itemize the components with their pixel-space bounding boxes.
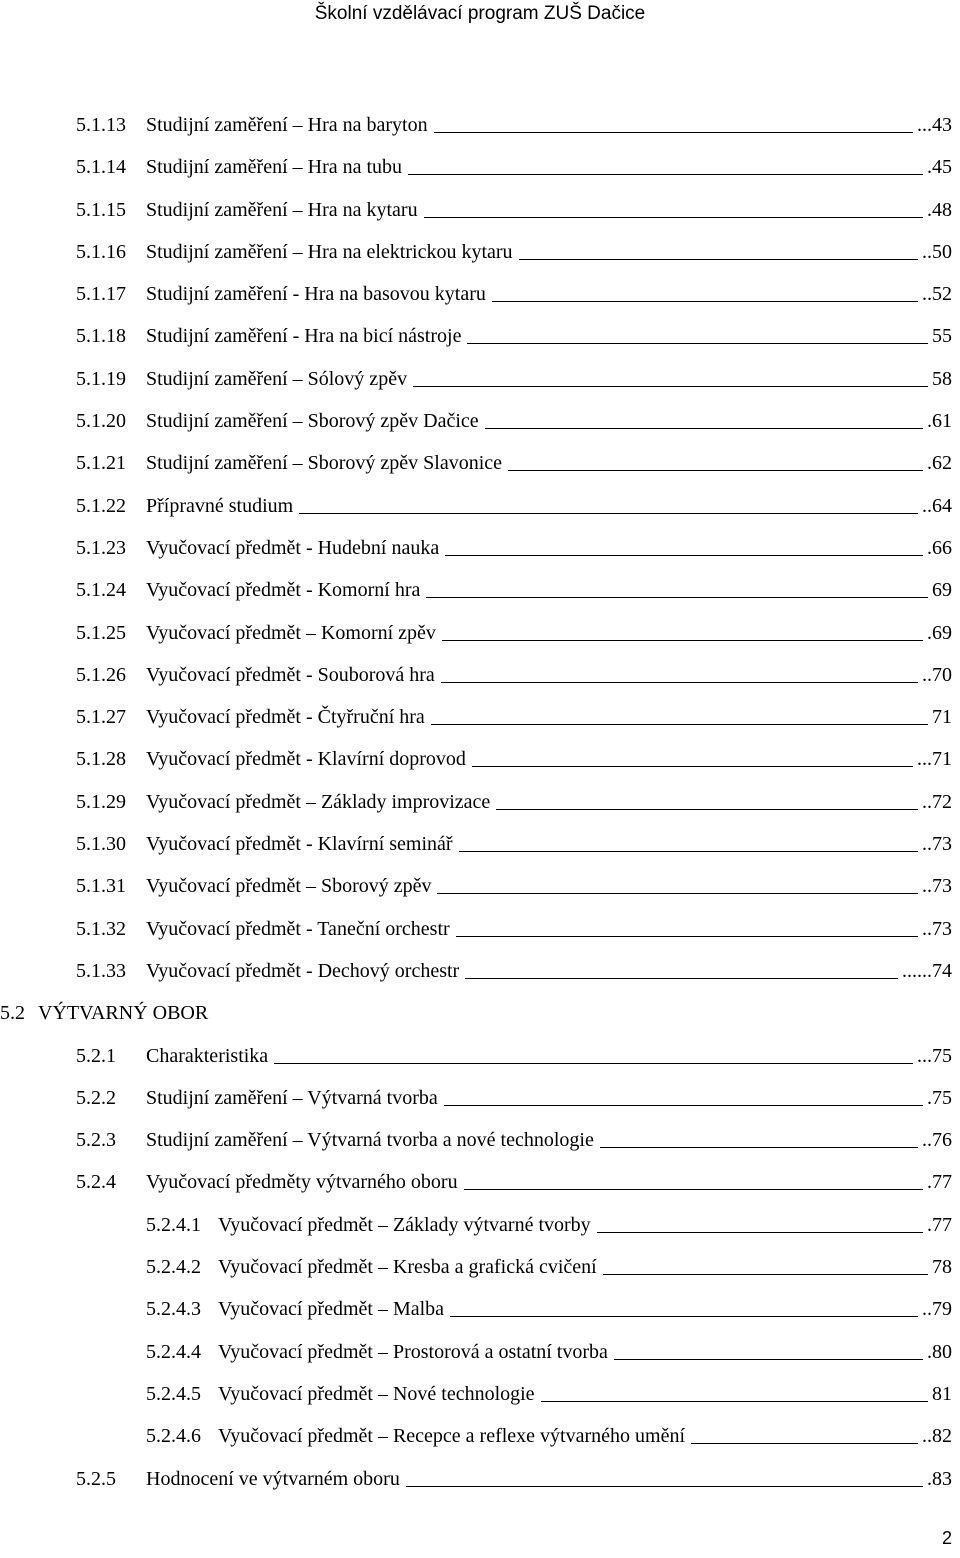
- toc-entry-page: ..52: [922, 283, 952, 306]
- toc-entry-number: 5.2: [0, 1002, 25, 1025]
- toc-entry[interactable]: [0, 1383, 960, 1425]
- toc-entry[interactable]: [0, 199, 960, 241]
- toc-leader-line: [603, 1274, 928, 1275]
- toc-entry[interactable]: [0, 622, 960, 664]
- toc-entry-number: 5.1.33: [76, 959, 126, 982]
- page-header: Školní vzdělávací program ZUŠ Dačice: [314, 3, 646, 24]
- toc-entry[interactable]: [0, 748, 960, 790]
- toc-entry[interactable]: [0, 1468, 960, 1510]
- toc-entry[interactable]: [0, 114, 960, 156]
- toc-entry-title: Vyučovací předmět – Recepce a reflexe výtvarného umění: [218, 1425, 686, 1448]
- toc-entry-title: Vyučovací předmět - Komorní hra: [146, 579, 421, 602]
- toc-entry[interactable]: [0, 1087, 960, 1129]
- toc-entry-page: ..72: [922, 790, 952, 813]
- toc-entry[interactable]: [0, 875, 960, 917]
- toc-entry-number: 5.1.28: [76, 748, 126, 771]
- toc-entry-number: 5.1.16: [76, 240, 126, 263]
- toc-entry-page: 55: [932, 325, 952, 348]
- toc-leader-line: [472, 766, 913, 767]
- toc-entry-title: Vyučovací předmět – Nové technologie: [218, 1382, 535, 1405]
- toc-entry-number: 5.1.17: [76, 283, 126, 306]
- toc-entry-title: Vyučovací předmět – Prostorová a ostatní tvorba: [218, 1340, 608, 1363]
- toc-entry-title: Studijní zaměření – Hra na baryton: [146, 114, 428, 136]
- table-of-contents: [0, 114, 960, 1510]
- toc-entry-title: Vyučovací předmět – Kresba a grafická cvičení: [218, 1256, 597, 1279]
- toc-entry-title: Vyučovací předmět – Malba: [218, 1298, 445, 1321]
- toc-entry-page: 69: [932, 579, 952, 602]
- toc-entry-page: ..73: [922, 833, 952, 856]
- toc-entry-page: .77: [927, 1171, 952, 1194]
- toc-entry[interactable]: [0, 1298, 960, 1340]
- toc-entry-page: .45: [927, 156, 952, 179]
- toc-entry-title: Studijní zaměření – Výtvarná tvorba a nové technologie: [146, 1129, 594, 1152]
- toc-entry-number: 5.2.4.6: [146, 1425, 201, 1448]
- toc-entry-title: Vyučovací předmět – Základy improvizace: [146, 790, 491, 813]
- toc-entry-page: ..82: [922, 1425, 952, 1448]
- toc-entry-page: ..73: [922, 917, 952, 940]
- toc-entry-page: .75: [927, 1086, 952, 1109]
- toc-entry-page: .61: [927, 410, 952, 433]
- toc-leader-line: [465, 978, 898, 979]
- toc-entry-title: Studijní zaměření – Sborový zpěv Slavonice: [146, 452, 503, 475]
- toc-entry[interactable]: [0, 833, 960, 875]
- toc-entry-title: Vyučovací předmět - Čtyřruční hra: [146, 706, 425, 729]
- toc-entry-title: Studijní zaměření – Hra na kytaru: [146, 198, 418, 221]
- toc-entry-number: 5.1.24: [76, 579, 126, 602]
- toc-entry[interactable]: [0, 960, 960, 1002]
- toc-entry-number: 5.1.22: [76, 494, 126, 517]
- toc-entry-title: Hodnocení ve výtvarném oboru: [146, 1467, 400, 1490]
- toc-entry-title: Studijní zaměření – Hra na tubu: [146, 156, 403, 179]
- toc-entry-title: Vyučovací předmět - Klavírní doprovod: [146, 748, 466, 771]
- toc-entry[interactable]: [0, 495, 960, 537]
- toc-leader-line: [445, 555, 923, 556]
- page-number: 2: [941, 1528, 952, 1548]
- toc-entry-number: 5.2.4.4: [146, 1340, 201, 1363]
- toc-leader-line: [467, 343, 928, 344]
- toc-leader-line: [464, 1189, 923, 1190]
- toc-entry-title: Vyučovací předmět - Souborová hra: [146, 663, 435, 686]
- toc-entry-title: VÝTVARNÝ OBOR: [38, 1002, 209, 1025]
- toc-entry[interactable]: [0, 368, 960, 410]
- toc-entry-page: ..73: [922, 875, 952, 898]
- toc-entry-title: Charakteristika: [146, 1044, 269, 1067]
- toc-leader-line: [408, 174, 923, 175]
- toc-entry-number: 5.1.19: [76, 367, 126, 390]
- toc-entry[interactable]: [0, 537, 960, 579]
- toc-entry-page: 58: [932, 367, 952, 390]
- toc-entry-number: 5.2.4.2: [146, 1256, 201, 1279]
- toc-leader-line: [508, 470, 923, 471]
- toc-leader-line: [413, 386, 928, 387]
- toc-entry-page: ..79: [922, 1298, 952, 1321]
- toc-entry-page: .77: [927, 1213, 952, 1236]
- toc-entry-title: Přípravné studium: [146, 494, 294, 517]
- toc-entry-page: .66: [927, 536, 952, 559]
- toc-entry-number: 5.2.4.1: [146, 1213, 201, 1236]
- toc-leader-line: [406, 1486, 923, 1487]
- toc-leader-line: [274, 1063, 913, 1064]
- toc-entry[interactable]: [0, 1214, 960, 1256]
- toc-entry-number: 5.1.21: [76, 452, 126, 475]
- toc-leader-line: [431, 724, 928, 725]
- toc-entry-number: 5.2.5: [76, 1467, 116, 1490]
- toc-entry[interactable]: [0, 1045, 960, 1087]
- toc-entry-title: Studijní zaměření - Hra na basovou kytaru: [146, 283, 486, 306]
- toc-entry[interactable]: [0, 918, 960, 960]
- toc-entry-number: 5.1.32: [76, 917, 126, 940]
- toc-entry-number: 5.2.4: [76, 1171, 116, 1194]
- toc-leader-line: [299, 513, 918, 514]
- toc-entry[interactable]: [0, 1171, 960, 1213]
- toc-entry-number: 5.1.18: [76, 325, 126, 348]
- toc-leader-line: [424, 217, 923, 218]
- toc-entry-number: 5.1.23: [76, 536, 126, 559]
- toc-entry[interactable]: [0, 283, 960, 325]
- toc-leader-line: [434, 132, 913, 133]
- toc-entry-number: 5.2.2: [76, 1086, 116, 1109]
- toc-entry[interactable]: [0, 1002, 960, 1044]
- toc-entry-title: Vyučovací předměty výtvarného oboru: [146, 1171, 458, 1194]
- toc-entry-title: Studijní zaměření – Hra na elektrickou kytaru: [146, 240, 513, 263]
- toc-entry-number: 5.1.27: [76, 706, 126, 729]
- toc-entry-number: 5.1.15: [76, 198, 126, 221]
- toc-entry-page: .62: [927, 452, 952, 475]
- toc-entry-page: ..76: [922, 1129, 952, 1152]
- toc-entry-number: 5.1.14: [76, 156, 126, 179]
- toc-entry-page: .80: [927, 1340, 952, 1363]
- toc-entry-page: ......74: [902, 959, 952, 982]
- toc-leader-line: [459, 851, 918, 852]
- toc-leader-line: [441, 682, 918, 683]
- toc-entry-number: 5.1.13: [76, 114, 126, 136]
- toc-leader-line: [614, 1359, 923, 1360]
- toc-entry-title: Vyučovací předmět – Základy výtvarné tvorby: [218, 1213, 591, 1236]
- toc-entry-page: ...43: [917, 114, 952, 136]
- toc-entry-number: 5.2.4.3: [146, 1298, 201, 1321]
- toc-entry-title: Vyučovací předmět - Dechový orchestr: [146, 959, 460, 982]
- toc-leader-line: [691, 1443, 918, 1444]
- toc-entry-page: .83: [927, 1467, 952, 1490]
- toc-entry-title: Studijní zaměření – Sólový zpěv: [146, 367, 408, 390]
- toc-entry[interactable]: [0, 1425, 960, 1467]
- toc-leader-line: [437, 893, 918, 894]
- toc-entry[interactable]: [0, 1256, 960, 1298]
- toc-entry-page: .48: [927, 198, 952, 221]
- toc-entry-number: 5.2.3: [76, 1129, 116, 1152]
- toc-entry[interactable]: [0, 1129, 960, 1171]
- toc-leader-line: [485, 428, 923, 429]
- toc-entry-number: 5.1.26: [76, 663, 126, 686]
- toc-entry-title: Vyučovací předmět - Taneční orchestr: [146, 917, 450, 940]
- toc-leader-line: [426, 597, 928, 598]
- toc-leader-line: [496, 809, 918, 810]
- toc-entry[interactable]: [0, 706, 960, 748]
- toc-entry-number: 5.1.29: [76, 790, 126, 813]
- toc-entry-title: Vyučovací předmět – Sborový zpěv: [146, 875, 432, 898]
- toc-entry-page: ..64: [922, 494, 952, 517]
- toc-entry-page: ...75: [917, 1044, 952, 1067]
- toc-leader-line: [600, 1147, 918, 1148]
- toc-entry[interactable]: [0, 156, 960, 198]
- toc-entry-number: 5.2.1: [76, 1044, 116, 1067]
- toc-entry-page: 81: [932, 1382, 952, 1405]
- toc-entry-number: 5.2.4.5: [146, 1382, 201, 1405]
- toc-entry[interactable]: [0, 410, 960, 452]
- toc-entry-title: Studijní zaměření - Hra na bicí nástroje: [146, 325, 462, 348]
- toc-entry-title: Studijní zaměření – Výtvarná tvorba: [146, 1086, 438, 1109]
- toc-entry-page: 71: [932, 706, 952, 729]
- toc-entry[interactable]: [0, 452, 960, 494]
- toc-leader-line: [450, 1316, 918, 1317]
- toc-leader-line: [456, 936, 918, 937]
- toc-leader-line: [519, 259, 918, 260]
- toc-leader-line: [444, 1105, 923, 1106]
- toc-leader-line: [541, 1401, 928, 1402]
- toc-entry-number: 5.1.25: [76, 621, 126, 644]
- toc-entry-page: ..50: [922, 240, 952, 263]
- toc-entry[interactable]: [0, 241, 960, 283]
- toc-leader-line: [492, 301, 918, 302]
- toc-entry-title: Vyučovací předmět – Komorní zpěv: [146, 621, 436, 644]
- toc-entry-title: Studijní zaměření – Sborový zpěv Dačice: [146, 410, 479, 433]
- toc-entry-page: 78: [932, 1256, 952, 1279]
- toc-entry-number: 5.1.20: [76, 410, 126, 433]
- toc-entry[interactable]: [0, 579, 960, 621]
- toc-entry-title: Vyučovací předmět - Klavírní seminář: [146, 833, 453, 856]
- toc-leader-line: [597, 1232, 923, 1233]
- toc-entry[interactable]: [0, 1341, 960, 1383]
- toc-entry[interactable]: [0, 664, 960, 706]
- toc-entry-page: ...71: [917, 748, 952, 771]
- toc-entry[interactable]: [0, 791, 960, 833]
- toc-entry-number: 5.1.30: [76, 833, 126, 856]
- toc-entry-page: .69: [927, 621, 952, 644]
- toc-entry[interactable]: [0, 325, 960, 367]
- toc-entry-page: ..70: [922, 663, 952, 686]
- toc-entry-title: Vyučovací předmět - Hudební nauka: [146, 536, 440, 559]
- toc-leader-line: [442, 640, 923, 641]
- toc-entry-number: 5.1.31: [76, 875, 126, 898]
